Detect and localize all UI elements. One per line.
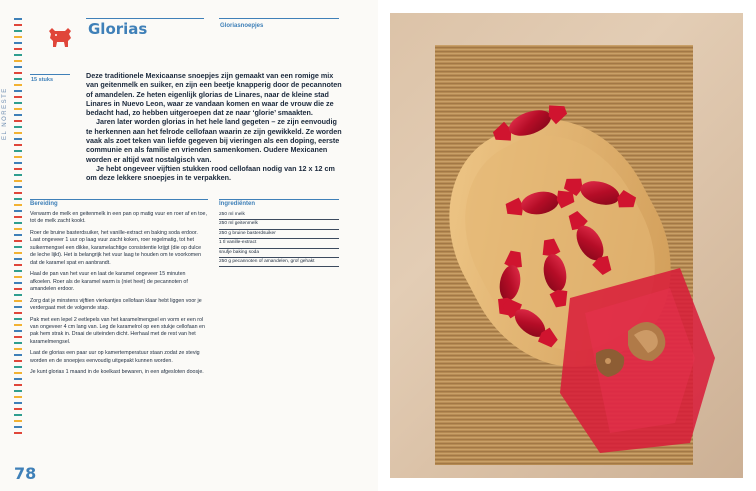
yield: 15 stuks <box>31 77 54 83</box>
photo-illustration <box>390 13 743 478</box>
decorative-strip <box>14 18 22 438</box>
intro-paragraph: Je hebt ongeveer vijftien stukken rood cellofaan nodig van 12 x 12 cm om deze lekkere snoepjes in te verpakken. <box>86 163 335 183</box>
food-photo <box>390 13 743 478</box>
method-step: Verwarm de melk en geitenmelk in een pan op matig vuur en roer af en toe, tot de melk zacht kookt. <box>30 211 207 225</box>
intro-paragraph: Deze traditionele Mexicaanse snoepjes zijn gemaakt van een romige mix van geitenmelk en suiker, en zijn een beetje knapperig door de pecannoten of amandelen. Ze heten eigenlijk glorias de Linares, naar de kleine stad Linares in Nuevo Leon, waar ze vandaan komen en waar de vrouw die ze bedacht had, zo hebben uitgeroepen dat ze naar ‘glorie’ smaakten. <box>86 71 342 118</box>
method-step: Pak met een lepel 2 eetlepels van het karamelmengsel en vorm er een rol van ongeveer 4 cm lang van. Leg de karamelrol op een stukje cellofaan en pak hem strak in. Draai de uiteinden dicht. Herhaal met de rest van het karamelmengsel. <box>30 316 205 345</box>
ingredient-item: 1 tl vanille-extract <box>219 239 339 248</box>
method-step: Je kunt glorias 1 maand in de koelkast bewaren, in een afgesloten doosje. <box>30 369 204 376</box>
running-title: EL NORESTE <box>2 87 8 140</box>
ingredient-item: snufje baking soda <box>219 249 339 258</box>
intro-paragraph: Jaren later worden glorias in het hele land gegeten – ze zijn eenvoudig te herkennen aan het felrode cellofaan waarin ze zijn gewikkeld. Ze worden vaak als zoet teken van liefde gegeven bij vieringen als een doping, eerste communie en als familie en vrienden samenkomen. Oudere Mexicanen worden er altijd wat nostalgisch van. <box>86 117 342 164</box>
yield-rule <box>30 74 70 75</box>
ingredient-item: 250 ml melk <box>219 211 339 220</box>
ingredient-item: 250 ml geitenmelk <box>219 220 339 229</box>
subtitle-rule <box>219 18 339 19</box>
method-step: Haal de pan van het vuur en laat de karamel ongeveer 15 minuten afkoelen. Roer als de karamel warm is (niet heet) de pecannoten of amandelen erdoor. <box>30 271 188 293</box>
page-number: 78 <box>14 464 37 483</box>
ingredient-list <box>219 211 339 267</box>
method-step: Roer de bruine basterdsuiker, het vanille-extract en baking soda erdoor. Laat ongeveer 1 uur op laag vuur zacht koken, roer regelmatig, tot het suikermengsel een dikke, karamelachtige consistentie krijgt (die op dulce de leche lijkt). Het is belangrijk het vuur laag te houden om te voorkomen dat de karamel spat en aanbrandt. <box>30 230 202 266</box>
recipe-subtitle: Gloriasnoepjes <box>220 23 264 29</box>
recipe-title: Glorias <box>88 20 148 38</box>
ingredient-item: 250 g pecannoten of amandelen, grof gehakt <box>219 258 339 267</box>
method-steps <box>30 211 208 381</box>
method-step: Zorg dat je minstens vijftien vierkantjes cellofaan klaar hebt liggen voor je verdergaat met de volgende stap. <box>30 297 202 312</box>
intro-text <box>86 71 342 183</box>
method-label: Bereiding <box>30 201 58 207</box>
method-step: Laat de glorias een paar uur op kamertemperatuur staan zodat ze stevig worden en de snoepjes eenvoudig uitgepakt kunnen worden. <box>30 350 200 364</box>
ingredients-rule <box>219 199 339 200</box>
ingredient-item: 250 g bruine basterdsuiker <box>219 230 339 239</box>
bull-icon <box>46 22 74 50</box>
title-rule <box>86 18 204 19</box>
ingredients-label: Ingrediënten <box>219 201 256 207</box>
method-rule <box>30 199 208 200</box>
